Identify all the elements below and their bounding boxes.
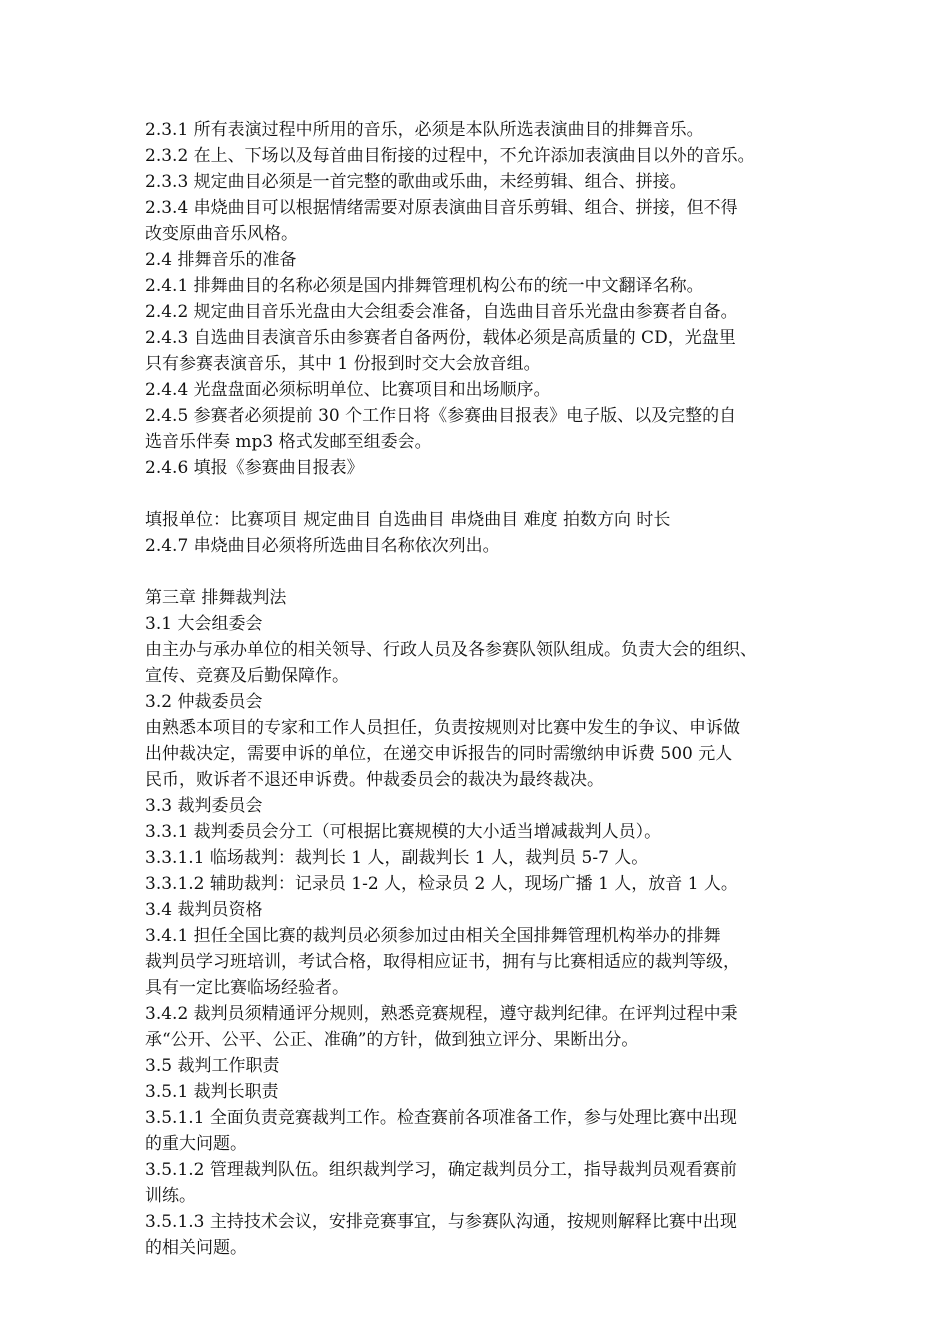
text-line: 训练。 bbox=[145, 1186, 196, 1206]
text-line: 2.4.6 填报《参赛曲目报表》 bbox=[145, 458, 364, 478]
text-line: 2.3.4 串烧曲目可以根据情绪需要对原表演曲目音乐剪辑、组合、拼接，但不得 bbox=[145, 198, 738, 218]
text-line: 2.4 排舞音乐的准备 bbox=[145, 250, 297, 270]
text-line: 3.4.1 担任全国比赛的裁判员必须参加过由相关全国排舞管理机构举办的排舞 bbox=[145, 926, 721, 946]
text-line: 宣传、竞赛及后勤保障作。 bbox=[145, 666, 349, 686]
text-line: 由熟悉本项目的专家和工作人员担任，负责按规则对比赛中发生的争议、申诉做 bbox=[145, 718, 740, 738]
text-line: 3.5 裁判工作职责 bbox=[145, 1056, 280, 1076]
text-line: 3.4 裁判员资格 bbox=[145, 900, 263, 920]
text-line: 3.5.1 裁判长职责 bbox=[145, 1082, 279, 1102]
text-line: 2.3.1 所有表演过程中所用的音乐，必须是本队所选表演曲目的排舞音乐。 bbox=[145, 120, 704, 140]
blank-line bbox=[145, 559, 825, 585]
text-line: 2.4.5 参赛者必须提前 30 个工作日将《参赛曲目报表》电子版、以及完整的自 bbox=[145, 406, 737, 426]
text-line: 2.4.2 规定曲目音乐光盘由大会组委会准备，自选曲目音乐光盘由参赛者自备。 bbox=[145, 302, 738, 322]
text-line: 3.2 仲裁委员会 bbox=[145, 692, 263, 712]
text-line: 的重大问题。 bbox=[145, 1134, 247, 1154]
text-line: 3.3.1.1 临场裁判：裁判长 1 人，副裁判长 1 人，裁判员 5-7 人。 bbox=[145, 848, 649, 868]
text-line: 3.5.1.3 主持技术会议，安排竞赛事宜，与参赛队沟通，按规则解释比赛中出现 bbox=[145, 1212, 737, 1232]
text-line: 民币，败诉者不退还申诉费。仲裁委员会的裁决为最终裁决。 bbox=[145, 770, 604, 790]
text-line: 裁判员学习班培训，考试合格，取得相应证书，拥有与比赛相适应的裁判等级， bbox=[145, 952, 740, 972]
text-line: 3.1 大会组委会 bbox=[145, 614, 263, 634]
text-line: 2.4.3 自选曲目表演音乐由参赛者自备两份，载体必须是高质量的 CD，光盘里 bbox=[145, 328, 736, 348]
text-line: 改变原曲音乐风格。 bbox=[145, 224, 298, 244]
text-line: 选音乐伴奏 mp3 格式发邮至组委会。 bbox=[145, 432, 432, 452]
text-line: 的相关问题。 bbox=[145, 1238, 247, 1258]
text-line: 2.4.4 光盘盘面必须标明单位、比赛项目和出场顺序。 bbox=[145, 380, 551, 400]
text-line: 3.3.1.2 辅助裁判：记录员 1-2 人，检录员 2 人，现场广播 1 人，放音 1 人。 bbox=[145, 874, 738, 894]
text-line: 出仲裁决定，需要申诉的单位，在递交申诉报告的同时需缴纳申诉费 500 元人 bbox=[145, 744, 733, 764]
text-line: 2.3.2 在上、下场以及每首曲目衔接的过程中，不允许添加表演曲目以外的音乐。 bbox=[145, 146, 755, 166]
text-line: 2.4.7 串烧曲目必须将所选曲目名称依次列出。 bbox=[145, 536, 500, 556]
text-line: 3.5.1.1 全面负责竞赛裁判工作。检查赛前各项准备工作，参与处理比赛中出现 bbox=[145, 1108, 737, 1128]
text-line: 填报单位：比赛项目 规定曲目 自选曲目 串烧曲目 难度 拍数方向 时长 bbox=[145, 510, 671, 530]
text-line: 3.3 裁判委员会 bbox=[145, 796, 263, 816]
text-line: 由主办与承办单位的相关领导、行政人员及各参赛队领队组成。负责大会的组织、 bbox=[145, 640, 757, 660]
text-line: 3.3.1 裁判委员会分工（可根据比赛规模的大小适当增减裁判人员）。 bbox=[145, 822, 662, 842]
text-line: 只有参赛表演音乐，其中 1 份报到时交大会放音组。 bbox=[145, 354, 541, 374]
text-line: 具有一定比赛临场经验者。 bbox=[145, 978, 349, 998]
document-body bbox=[145, 117, 825, 1261]
text-line: 2.4.1 排舞曲目的名称必须是国内排舞管理机构公布的统一中文翻译名称。 bbox=[145, 276, 704, 296]
text-line: 2.3.3 规定曲目必须是一首完整的歌曲或乐曲，未经剪辑、组合、拼接。 bbox=[145, 172, 687, 192]
text-line: 第三章 排舞裁判法 bbox=[145, 588, 287, 608]
text-line: 3.4.2 裁判员须精通评分规则，熟悉竞赛规程，遵守裁判纪律。在评判过程中秉 bbox=[145, 1004, 738, 1024]
blank-line bbox=[145, 481, 825, 507]
text-line: 3.5.1.2 管理裁判队伍。组织裁判学习，确定裁判员分工，指导裁判员观看赛前 bbox=[145, 1160, 737, 1180]
text-line: 承“公开、公平、公正、准确”的方针，做到独立评分、果断出分。 bbox=[145, 1030, 639, 1050]
